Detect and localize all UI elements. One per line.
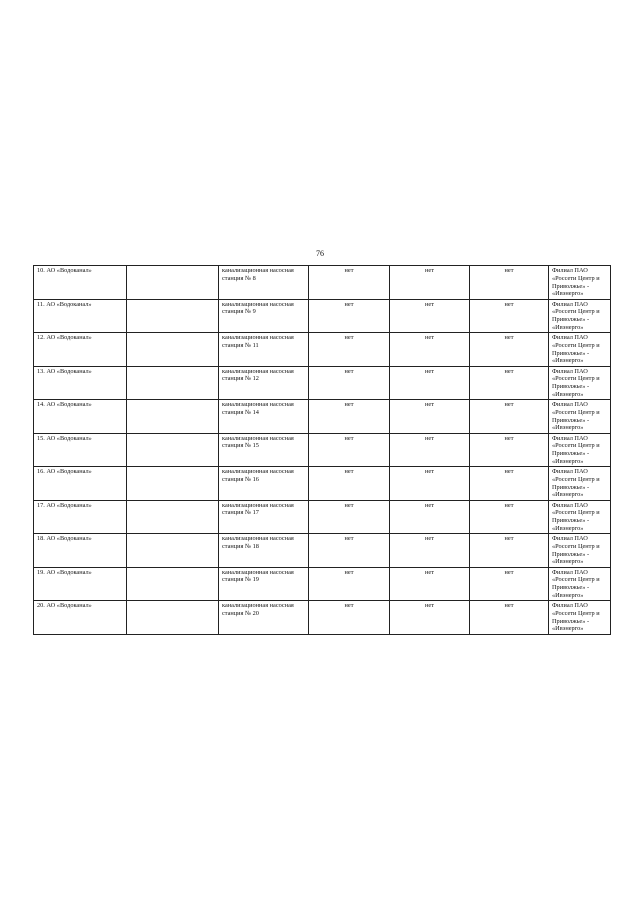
- table-row: [34, 534, 611, 568]
- value-cell: нет: [470, 567, 549, 601]
- empty-cell: [127, 433, 219, 467]
- value-cell: нет: [470, 266, 549, 300]
- network-cell: Филиал ПАО «Россети Центр и Приволжье» - «Ивэнерго»: [549, 299, 611, 333]
- value-cell: нет: [309, 266, 390, 300]
- table-row: [34, 299, 611, 333]
- network-cell: Филиал ПАО «Россети Центр и Приволжье» - «Ивэнерго»: [549, 366, 611, 400]
- table-body: [34, 266, 611, 635]
- value-cell: нет: [390, 567, 470, 601]
- org-cell: 11. АО «Водоканал»: [34, 299, 127, 333]
- empty-cell: [127, 534, 219, 568]
- value-cell: нет: [390, 266, 470, 300]
- empty-cell: [127, 601, 219, 635]
- page-number: 76: [316, 249, 324, 258]
- table-row: [34, 366, 611, 400]
- value-cell: нет: [309, 400, 390, 434]
- network-cell: Филиал ПАО «Россети Центр и Приволжье» - «Ивэнерго»: [549, 500, 611, 534]
- object-cell: канализационная насосная станция № 18: [219, 534, 309, 568]
- object-cell: канализационная насосная станция № 9: [219, 299, 309, 333]
- table-row: [34, 601, 611, 635]
- object-cell: канализационная насосная станция № 11: [219, 333, 309, 367]
- table-row: [34, 400, 611, 434]
- table-row: [34, 433, 611, 467]
- object-cell: канализационная насосная станция № 12: [219, 366, 309, 400]
- object-cell: канализационная насосная станция № 14: [219, 400, 309, 434]
- network-cell: Филиал ПАО «Россети Центр и Приволжье» - «Ивэнерго»: [549, 534, 611, 568]
- value-cell: нет: [309, 433, 390, 467]
- org-cell: 16. АО «Водоканал»: [34, 467, 127, 501]
- value-cell: нет: [470, 500, 549, 534]
- object-cell: канализационная насосная станция № 17: [219, 500, 309, 534]
- table-row: [34, 467, 611, 501]
- value-cell: нет: [470, 333, 549, 367]
- org-cell: 19. АО «Водоканал»: [34, 567, 127, 601]
- table-row: [34, 266, 611, 300]
- value-cell: нет: [470, 299, 549, 333]
- value-cell: нет: [470, 433, 549, 467]
- value-cell: нет: [309, 534, 390, 568]
- org-cell: 20. АО «Водоканал»: [34, 601, 127, 635]
- org-cell: 14. АО «Водоканал»: [34, 400, 127, 434]
- network-cell: Филиал ПАО «Россети Центр и Приволжье» - «Ивэнерго»: [549, 400, 611, 434]
- value-cell: нет: [470, 366, 549, 400]
- object-cell: канализационная насосная станция № 20: [219, 601, 309, 635]
- value-cell: нет: [309, 601, 390, 635]
- empty-cell: [127, 467, 219, 501]
- org-cell: 17. АО «Водоканал»: [34, 500, 127, 534]
- value-cell: нет: [390, 467, 470, 501]
- value-cell: нет: [470, 467, 549, 501]
- org-cell: 10. АО «Водоканал»: [34, 266, 127, 300]
- table-row: [34, 500, 611, 534]
- object-cell: канализационная насосная станция № 15: [219, 433, 309, 467]
- value-cell: нет: [390, 534, 470, 568]
- empty-cell: [127, 500, 219, 534]
- value-cell: нет: [309, 366, 390, 400]
- value-cell: нет: [309, 299, 390, 333]
- org-cell: 13. АО «Водоканал»: [34, 366, 127, 400]
- object-cell: канализационная насосная станция № 16: [219, 467, 309, 501]
- value-cell: нет: [390, 601, 470, 635]
- network-cell: Филиал ПАО «Россети Центр и Приволжье» - «Ивэнерго»: [549, 601, 611, 635]
- value-cell: нет: [470, 601, 549, 635]
- table-row: [34, 333, 611, 367]
- org-cell: 12. АО «Водоканал»: [34, 333, 127, 367]
- table-row: [34, 567, 611, 601]
- empty-cell: [127, 366, 219, 400]
- value-cell: нет: [470, 534, 549, 568]
- value-cell: нет: [390, 400, 470, 434]
- org-cell: 18. АО «Водоканал»: [34, 534, 127, 568]
- network-cell: Филиал ПАО «Россети Центр и Приволжье» - «Ивэнерго»: [549, 333, 611, 367]
- network-cell: Филиал ПАО «Россети Центр и Приволжье» - «Ивэнерго»: [549, 467, 611, 501]
- value-cell: нет: [390, 333, 470, 367]
- value-cell: нет: [390, 500, 470, 534]
- value-cell: нет: [390, 299, 470, 333]
- empty-cell: [127, 567, 219, 601]
- empty-cell: [127, 400, 219, 434]
- object-cell: канализационная насосная станция № 19: [219, 567, 309, 601]
- value-cell: нет: [309, 567, 390, 601]
- org-cell: 15. АО «Водоканал»: [34, 433, 127, 467]
- empty-cell: [127, 266, 219, 300]
- object-cell: канализационная насосная станция № 8: [219, 266, 309, 300]
- value-cell: нет: [470, 400, 549, 434]
- value-cell: нет: [309, 467, 390, 501]
- value-cell: нет: [390, 366, 470, 400]
- empty-cell: [127, 299, 219, 333]
- value-cell: нет: [309, 500, 390, 534]
- network-cell: Филиал ПАО «Россети Центр и Приволжье» - «Ивэнерго»: [549, 567, 611, 601]
- empty-cell: [127, 333, 219, 367]
- network-cell: Филиал ПАО «Россети Центр и Приволжье» - «Ивэнерго»: [549, 433, 611, 467]
- value-cell: нет: [309, 333, 390, 367]
- value-cell: нет: [390, 433, 470, 467]
- network-cell: Филиал ПАО «Россети Центр и Приволжье» - «Ивэнерго»: [549, 266, 611, 300]
- consumer-table: [33, 265, 611, 635]
